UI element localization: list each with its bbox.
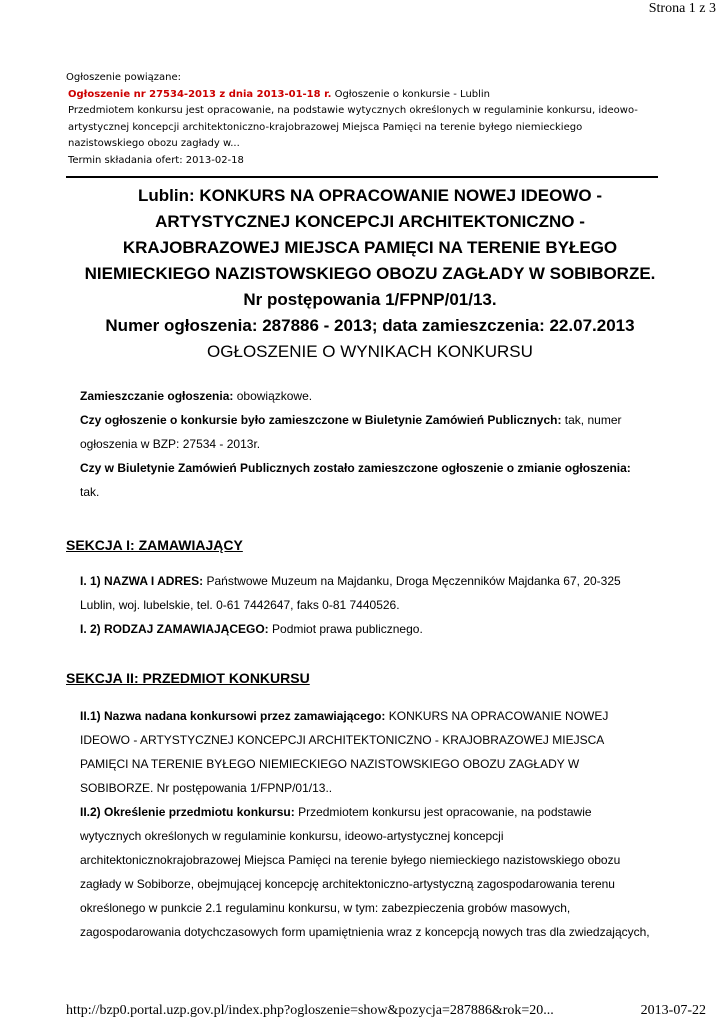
placement-label: Zamieszczanie ogłoszenia: (80, 389, 234, 403)
contest-name-line: IDEOWO - ARTYSTYCZNEJ KONCEPCJI ARCHITEKTONICZNO - KRAJOBRAZOWEJ MIEJSCA (80, 733, 605, 747)
section-1-content (80, 569, 650, 641)
related-notice (68, 70, 658, 169)
related-desc-line: nazistowskiego obozu zagłady w... (68, 138, 240, 149)
title-line: NIEMIECKIEGO NAZISTOWSKIEGO OBOZU ZAGŁADY W SOBIBORZE. (84, 264, 656, 283)
subject-label: II.2) Określenie przedmiotu konkursu: (80, 805, 295, 819)
subject-line: architektonicznokrajobrazowej Miejsca Pamięci na terenie byłego niemieckiego nazistowskiego obozu (80, 853, 621, 867)
footer-url: http://bzp0.portal.uzp.gov.pl/index.php?ogloszenie=show&pozycja=287886&rok=20... (66, 1003, 554, 1018)
title-line: ARTYSTYCZNEJ KONCEPCJI ARCHITEKTONICZNO - (155, 212, 585, 231)
related-notice-title: Ogłoszenie o konkursie - Lublin (334, 88, 491, 100)
related-deadline: Termin składania ofert: 2013-02-18 (68, 154, 244, 166)
related-desc-line: artystycznej koncepcji architektoniczno-krajobrazowej Miejsca Pamięci na terenie byłego niemieckiego (68, 121, 583, 133)
change-value: tak. (80, 485, 100, 499)
address-value-cont: Lublin, woj. lubelskie, tel. 0-61 7442647, faks 0-81 7440526. (80, 598, 400, 612)
type-label: I. 2) RODZAJ ZAMAWIAJĄCEGO: (80, 622, 269, 636)
page-title (60, 183, 680, 365)
footer-date: 2013-07-22 (640, 1003, 706, 1018)
type-value: Podmiot prawa publicznego. (272, 622, 423, 636)
placement-value: obowiązkowe. (236, 389, 313, 403)
bzp-value-cont: ogłoszenia w BZP: 27534 - 2013r. (80, 437, 261, 451)
address-value: Państwowe Muzeum na Majdanku, Droga Męczenników Majdanka 67, 20-325 (206, 574, 621, 588)
subject-line: zagłady w Sobiborze, obejmującej koncepcję architektoniczno-artystyczną zagospodarowania terenu (80, 877, 615, 891)
divider (66, 176, 658, 178)
contest-name-value: KONKURS NA OPRACOWANIE NOWEJ (388, 709, 609, 723)
contest-name-line: SOBIBORZE. Nr postępowania 1/FPNP/01/13.. (80, 781, 333, 795)
notice-info (80, 384, 650, 504)
title-line: Nr postępowania 1/FPNP/01/13. (243, 290, 497, 309)
related-desc-line: Przedmiotem konkursu jest opracowanie, na podstawie wytycznych określonych w regulaminie konkursu, ideowo- (68, 105, 638, 116)
title-line: Lublin: KONKURS NA OPRACOWANIE NOWEJ IDEOWO - (137, 186, 603, 205)
change-label: Czy w Biuletynie Zamówień Publicznych zostało zamieszczone ogłoszenie o zmianie ogłoszenia: (80, 461, 631, 475)
page-number: Strona 1 z 3 (648, 1, 716, 16)
bzp-value: tak, numer (564, 413, 622, 427)
subject-line: określonego w punkcie 2.1 regulaminu konkursu, w tym: zabezpieczenia grobów masowych, (80, 901, 571, 915)
title-line: Numer ogłoszenia: 287886 - 2013; data zamieszczenia: 22.07.2013 (105, 316, 635, 335)
section-2-content (80, 704, 650, 944)
section-heading: SEKCJA I: ZAMAWIAJĄCY (66, 537, 243, 553)
related-label: Ogłoszenie powiązane: (66, 72, 182, 83)
title-line: KRAJOBRAZOWEJ MIEJSCA PAMIĘCI NA TERENIE BYŁEGO (122, 238, 618, 257)
subject-value: Przedmiotem konkursu jest opracowanie, na podstawie (298, 805, 592, 819)
section-heading: SEKCJA II: PRZEDMIOT KONKURSU (66, 670, 310, 686)
related-notice-link[interactable]: Ogłoszenie nr 27534-2013 z dnia 2013-01-18 r. (68, 88, 332, 100)
related-first-line (68, 87, 658, 104)
contest-name-label: II.1) Nazwa nadana konkursowi przez zamawiającego: (80, 709, 386, 723)
subject-line: wytycznych określonych w regulaminie konkursu, ideowo-artystycznej koncepcji (80, 829, 504, 843)
subject-line: zagospodarowania dotychczasowych form upamiętnienia wraz z koncepcją nowych tras dla zwiedzających, (80, 925, 650, 939)
contest-name-line: PAMIĘCI NA TERENIE BYŁEGO NIEMIECKIEGO NAZISTOWSKIEGO OBOZU ZAGŁADY W (80, 757, 580, 771)
page-subtitle: OGŁOSZENIE O WYNIKACH KONKURSU (207, 342, 533, 361)
address-label: I. 1) NAZWA I ADRES: (80, 574, 204, 588)
bzp-label: Czy ogłoszenie o konkursie było zamieszczone w Biuletynie Zamówień Publicznych: (80, 413, 562, 427)
